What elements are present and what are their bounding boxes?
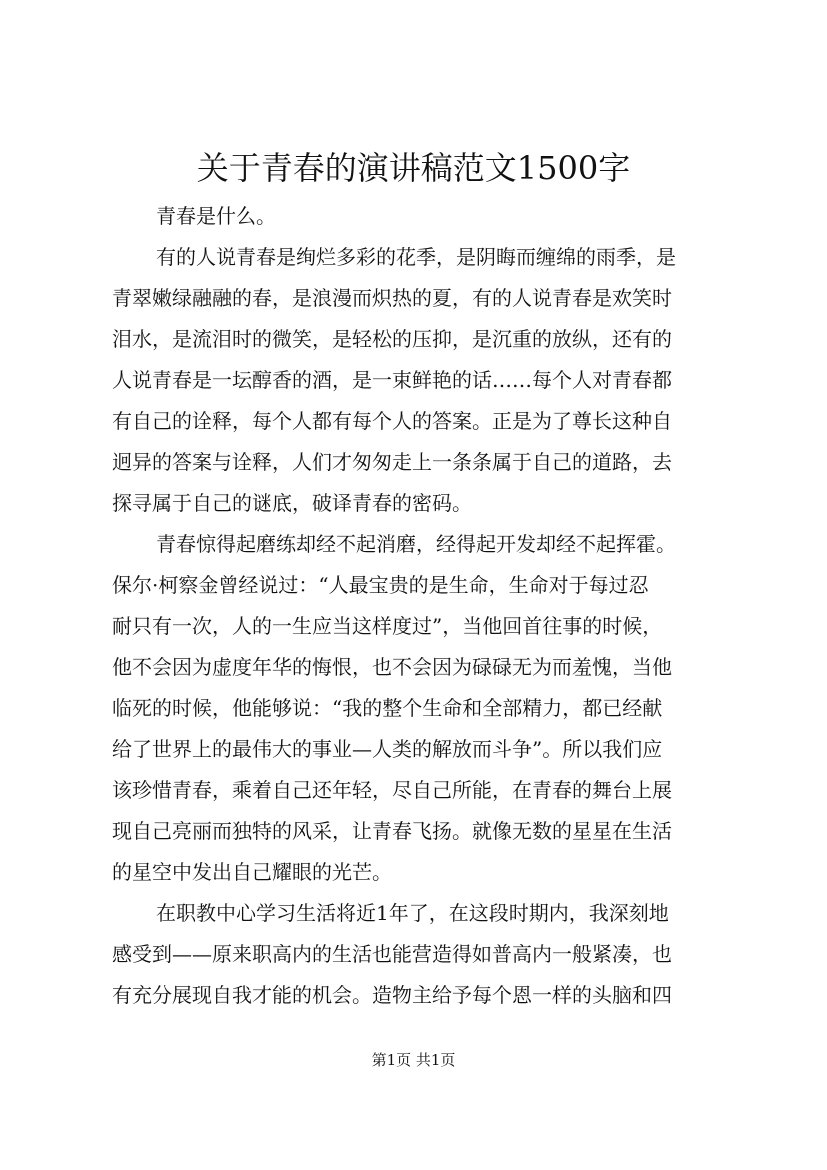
paragraph-line: 临死的时候，他能够说：“我的整个生命和全部精力，都已经献 bbox=[112, 696, 663, 720]
paragraph-line: 给了世界上的最伟大的事业—人类的解放而斗争”。所以我们应 bbox=[112, 737, 663, 761]
paragraph-line: 有自己的诠释，每个人都有每个人的答案。正是为了尊长这种自 bbox=[112, 409, 672, 433]
paragraph-line: 在职教中心学习生活将近1年了，在这段时期内，我深刻地 bbox=[156, 901, 669, 925]
paragraph-line: 感受到——原来职高内的生活也能营造得如普高内一般紧凑，也 bbox=[112, 942, 672, 966]
document-title: 关于青春的演讲稿范文1500字 bbox=[196, 149, 631, 187]
paragraph-line: 有的人说青春是绚烂多彩的花季，是阴晦而缠绵的雨季，是 bbox=[156, 245, 676, 269]
paragraph-line: 现自己亮丽而独特的风采，让青春飞扬。就像无数的星星在生活 bbox=[112, 819, 672, 843]
paragraph-line: 耐只有一次，人的一生应当这样度过”，当他回首往事的时候， bbox=[112, 614, 663, 638]
paragraph-line: 泪水，是流泪时的微笑，是轻松的压抑，是沉重的放纵，还有的 bbox=[112, 327, 672, 351]
paragraph-line: 青春是什么。 bbox=[156, 204, 276, 228]
paragraph-line: 的星空中发出自己耀眼的光芒。 bbox=[112, 860, 392, 884]
paragraph-line: 迥异的答案与诠释，人们才匆匆走上一条条属于自己的道路，去 bbox=[112, 450, 672, 474]
paragraph-line: 探寻属于自己的谜底，破译青春的密码。 bbox=[112, 491, 472, 515]
document-body bbox=[112, 196, 724, 1016]
paragraph-line: 青翠嫩绿融融的春，是浪漫而炽热的夏，有的人说青春是欢笑时 bbox=[112, 286, 672, 310]
paragraph-line: 青春惊得起磨练却经不起消磨，经得起开发却经不起挥霍。 bbox=[156, 532, 676, 556]
page-footer: 第1页 共1页 bbox=[371, 1051, 456, 1069]
paragraph-line: 他不会因为虚度年华的悔恨，也不会因为碌碌无为而羞愧，当他 bbox=[112, 655, 672, 679]
paragraph-line: 人说青春是一坛醇香的酒，是一束鲜艳的话……每个人对青春都 bbox=[112, 368, 672, 392]
paragraph-line: 该珍惜青春，乘着自己还年轻，尽自己所能，在青春的舞台上展 bbox=[112, 778, 672, 802]
paragraph-line: 保尔·柯察金曾经说过：“人最宝贵的是生命，生命对于每过忍 bbox=[112, 573, 649, 597]
paragraph-line: 有充分展现自我才能的机会。造物主给予每个恩一样的头脑和四 bbox=[112, 983, 672, 1007]
